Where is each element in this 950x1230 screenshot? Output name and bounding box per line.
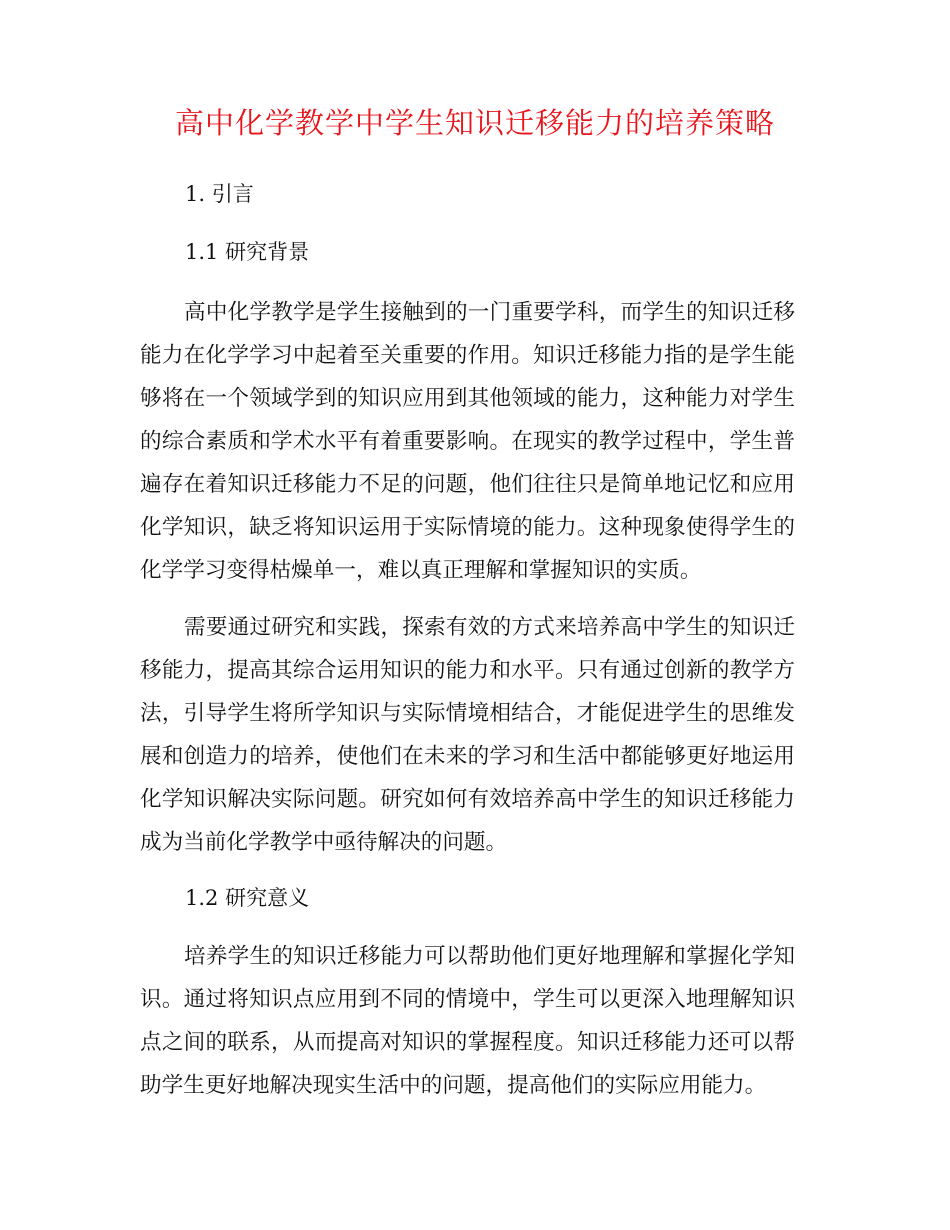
section-heading-introduction: 1. 引言: [185, 182, 254, 206]
paragraph-background-2: 需要通过研究和实践，探索有效的方式来培养高中学生的知识迁移能力，提高其综合运用知识的能力和水平。只有通过创新的教学方法，引导学生将所学知识与实际情境相结合，才能促进学生的思维发展和创造力的培养，使他们在未来的学习和生活中都能够更好地运用化学知识解决实际问题。研究如何有效培养高中学生的知识迁移能力成为当前化学教学中亟待解决的问题。: [140, 615, 795, 855]
document-title: 高中化学教学中学生知识迁移能力的培养策略: [174, 106, 775, 140]
paragraph-background-1: 高中化学教学是学生接触到的一门重要学科，而学生的知识迁移能力在化学学习中起着至关重要的作用。知识迁移能力指的是学生能够将在一个领域学到的知识应用到其他领域的能力，这种能力对学生的综合素质和学术水平有着重要影响。在现实的教学过程中，学生普遍存在着知识迁移能力不足的问题，他们往往只是简单地记忆和应用化学知识，缺乏将知识运用于实际情境的能力。这种现象使得学生的化学学习变得枯燥单一，难以真正理解和掌握知识的实质。: [140, 300, 795, 583]
section-heading-research-significance: 1.2 研究意义: [185, 886, 310, 910]
paragraph-significance-1: 培养学生的知识迁移能力可以帮助他们更好地理解和掌握化学知识。通过将知识点应用到不同的情境中，学生可以更深入地理解知识点之间的联系，从而提高对知识的掌握程度。知识迁移能力还可以帮助学生更好地解决现实生活中的问题，提高他们的实际应用能力。: [140, 944, 795, 1098]
section-heading-research-background: 1.1 研究背景: [185, 240, 310, 264]
